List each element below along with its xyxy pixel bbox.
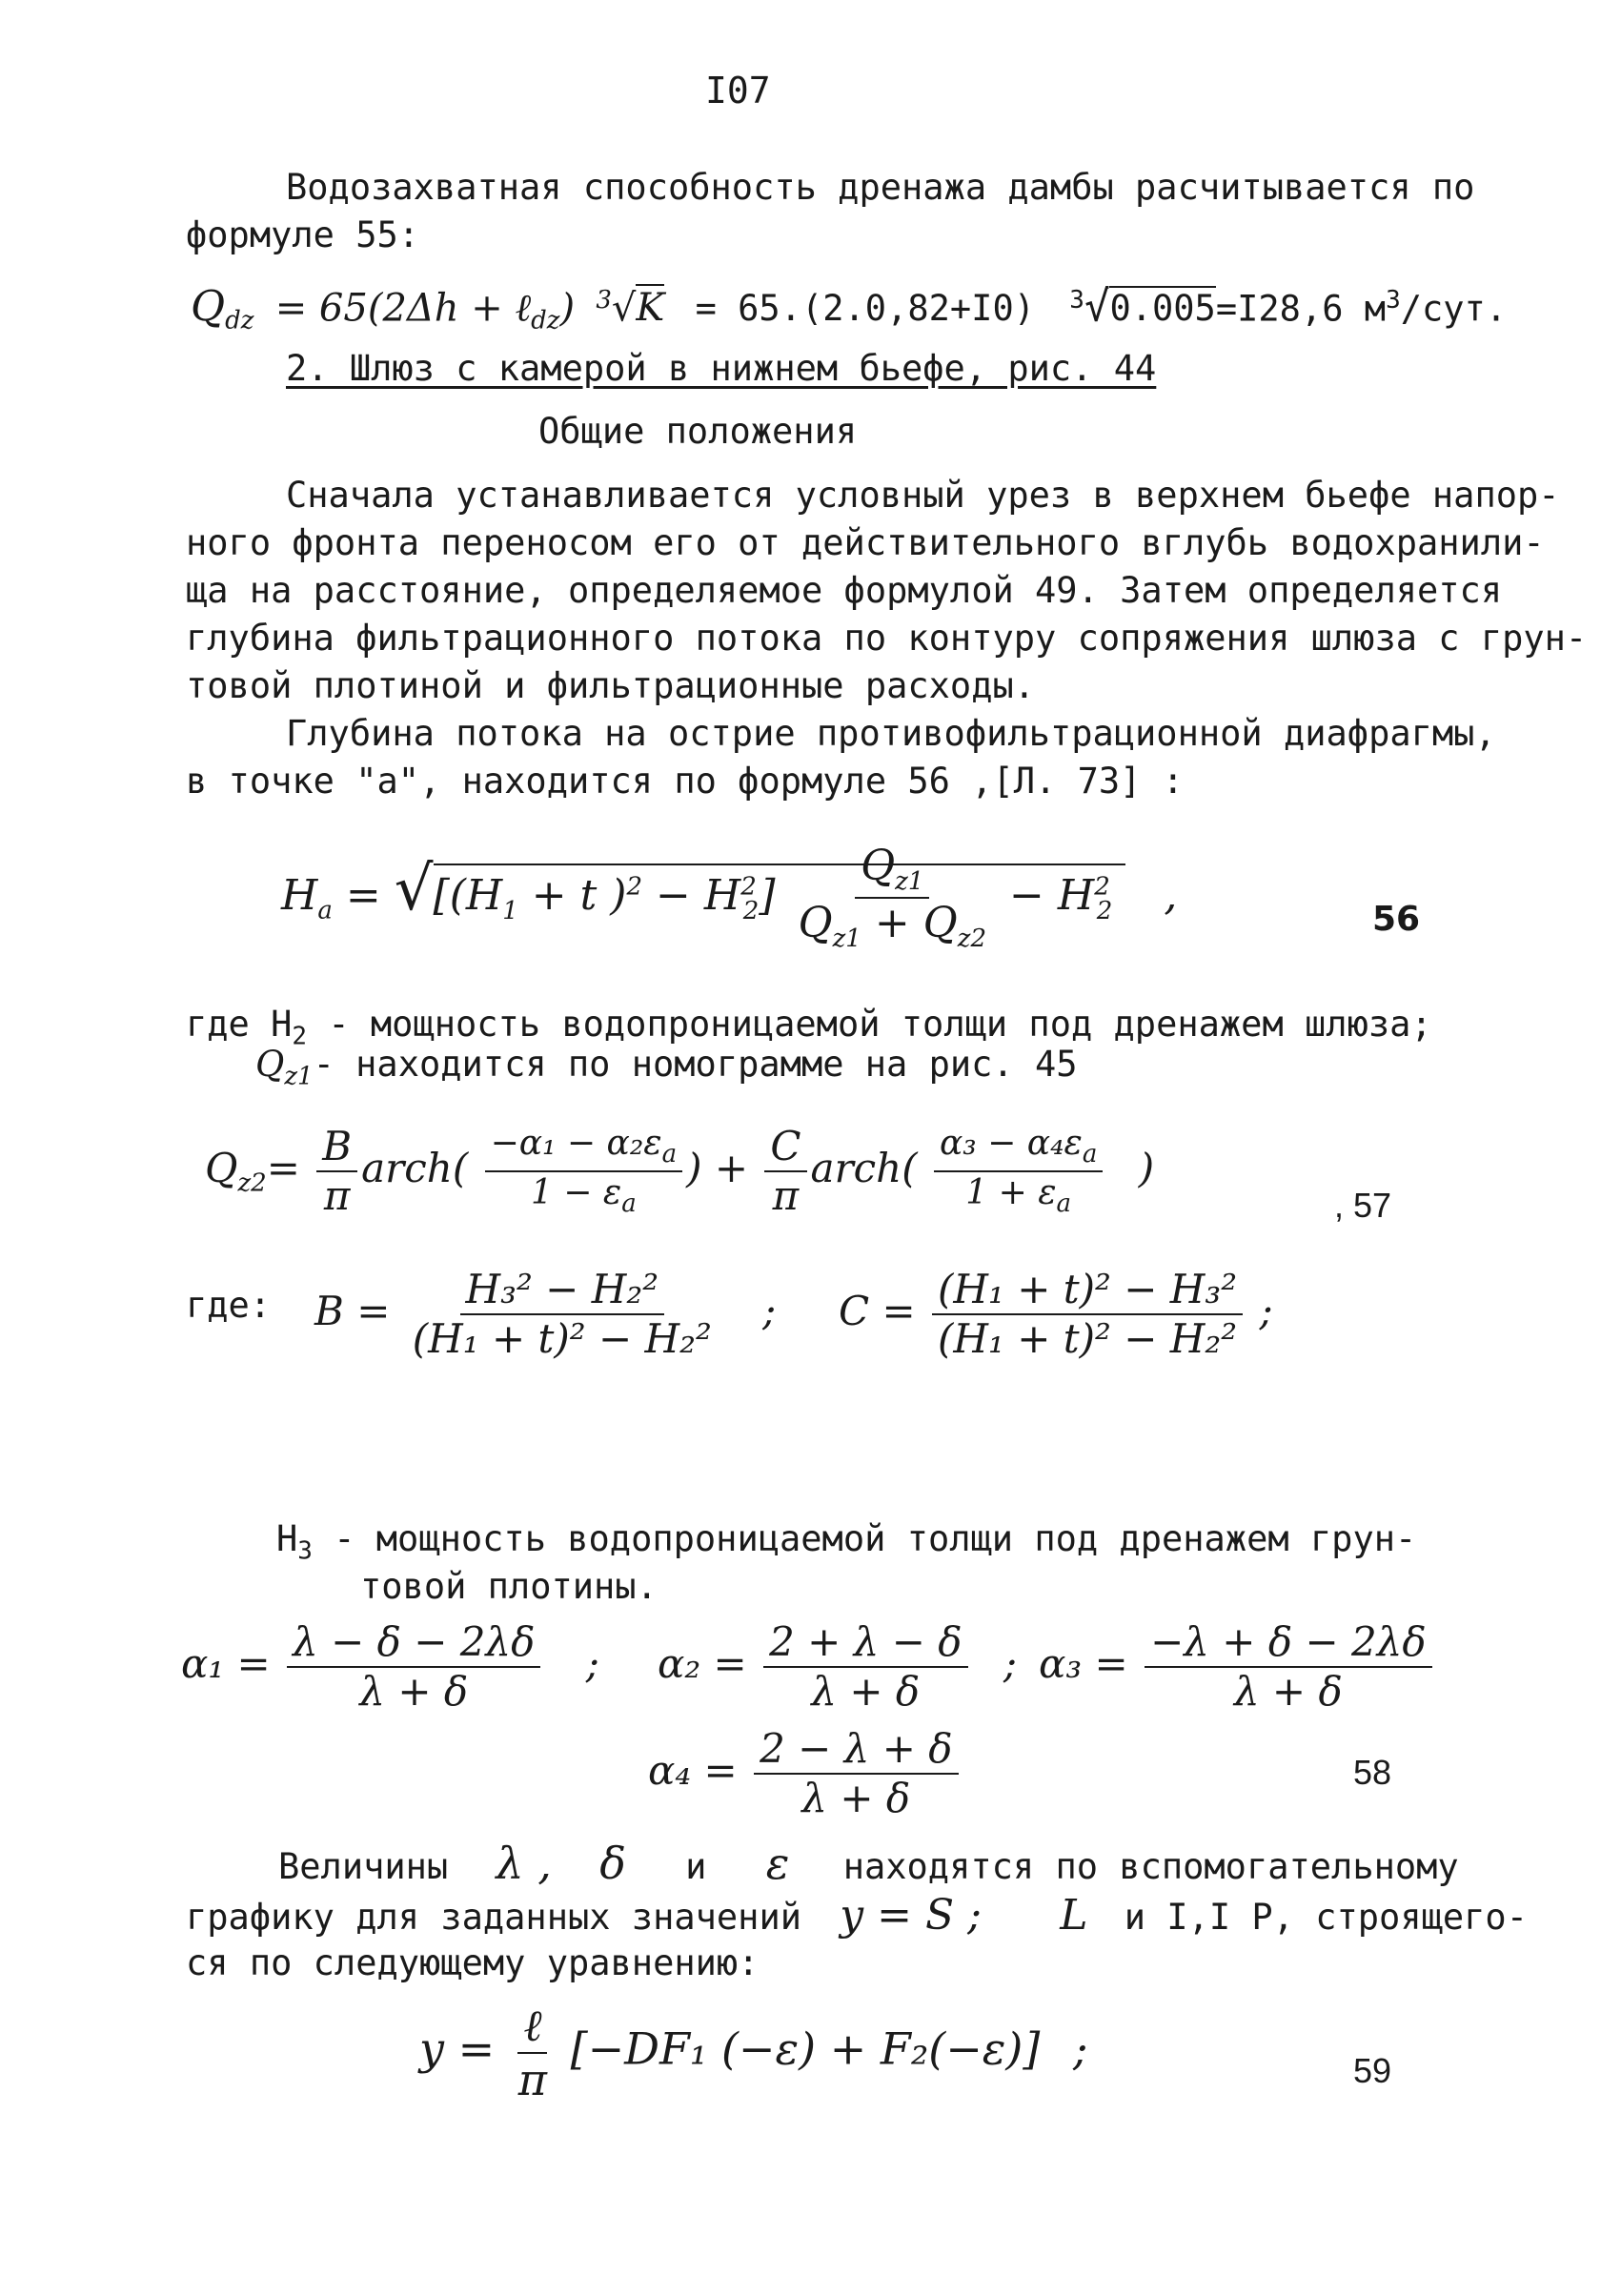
formula-58-label: 58 — [1353, 1753, 1392, 1792]
formula-57-eq: = — [266, 1145, 300, 1192]
formula-57-close: ) — [1138, 1145, 1155, 1192]
formula-55-numeric-root-index: 3 — [1069, 286, 1084, 315]
formula-56: $H_a = √[(H_1 + t$ )$^2 - H^2_2$] $\frac{Q_{z1}}{Q_{z1} + Q_{z2}}$ − $H^2_2$ , — [281, 842, 1178, 954]
paragraph-3-delta: δ — [599, 1838, 626, 1889]
formula-58-a3-den: λ + δ — [1233, 1668, 1343, 1716]
formula-b — [314, 1268, 776, 1361]
where-qz1-sub: z1 — [284, 1062, 314, 1091]
formula-56-inner-mid: + t ) — [517, 870, 627, 920]
formula-56-inner-minus: − H — [642, 870, 741, 920]
h3-def-line-2: товой плотины. — [360, 1566, 658, 1607]
h3-def-sub: 3 — [297, 1536, 313, 1566]
paragraph-3-and: и — [685, 1846, 707, 1887]
formula-55-root-index: 3 — [596, 286, 612, 315]
formula-57-f3-num: C — [764, 1125, 806, 1172]
formula-57-f4-den-sub: a — [1056, 1189, 1072, 1219]
formula-56-inner-right: ] — [759, 870, 776, 920]
formula-58-a2-den: λ + δ — [811, 1668, 921, 1716]
formula-56-inner-mid-sup: 2 — [626, 872, 643, 902]
formula-c-num: (H₁ + t)² − H₃² — [932, 1268, 1243, 1315]
formula-56-frac-den-sub1: z1 — [832, 924, 861, 954]
formula-55-lhs: Q — [191, 282, 226, 332]
formula-58-alpha1 — [181, 1620, 599, 1714]
formula-58-a2-num: 2 + λ − δ — [763, 1620, 967, 1668]
paragraph-3-epsilon: ε — [765, 1838, 790, 1889]
formula-56-inner-minus-sup: 2 — [740, 872, 757, 902]
formula-56-label: 56 — [1372, 900, 1421, 939]
formula-55-numeric-root-arg: 0.005 — [1109, 288, 1216, 330]
formula-59-end: ; — [1072, 2022, 1088, 2075]
formula-58-alpha3 — [1039, 1620, 1436, 1714]
formula-56-frac-num-sub: z1 — [895, 866, 924, 896]
formula-b-lhs: B = — [314, 1288, 391, 1335]
formula-56-comma: , — [1164, 870, 1178, 920]
formula-58-a1-num: λ − δ − 2λδ — [287, 1620, 540, 1668]
formula-57-label: , 57 — [1334, 1186, 1392, 1225]
formula-57-f1-num: B — [316, 1125, 357, 1172]
formula-55-result-sup: 3 — [1386, 286, 1401, 315]
paragraph-3-lambda: λ , — [496, 1838, 552, 1889]
paragraph-3-w1: Величины — [278, 1846, 449, 1887]
formula-58-a3-lhs: α₃ = — [1039, 1640, 1128, 1688]
formula-55-result-unit: /сут. — [1400, 288, 1508, 330]
formula-58-a4-num: 2 − λ + δ — [754, 1727, 958, 1775]
formula-55-numeric: = 65.(2.0,82+I0) — [695, 288, 1036, 330]
paragraph-3-line2-s: y = S ; — [840, 1891, 982, 1940]
subheading: Общие положения — [538, 411, 858, 452]
formula-57-f1-den: π — [323, 1172, 351, 1220]
formula-55-expr-sub: dz — [531, 306, 560, 335]
formula-56-tail-sup: 2 — [1094, 872, 1110, 902]
formula-58-a1-den: λ + δ — [359, 1668, 469, 1716]
formula-b-den: (H₁ + t)² − H₂² — [412, 1315, 712, 1363]
formula-56-inner-left: [(H — [433, 870, 503, 920]
h3-def-text-1: - мощность водопроницаемой толщи под дренажем грун- — [312, 1518, 1417, 1559]
formula-b-num: H₃² − H₂² — [460, 1268, 665, 1315]
formula-58-a4-lhs: α₄ = — [648, 1747, 738, 1795]
formula-58-alpha2 — [658, 1620, 1017, 1714]
formula-56-fraction — [793, 843, 993, 953]
formula-57-f2-num-sub: a — [661, 1140, 678, 1169]
formula-57-arch1: arch( — [361, 1145, 469, 1192]
formula-57-f2-num: −α₁ − α₂ε — [490, 1124, 662, 1164]
formula-59-num: ℓ — [517, 2001, 547, 2054]
formula-58-a2-lhs: α₂ = — [658, 1640, 747, 1688]
where-qz1-text: - находится по номограмме на рис. 45 — [313, 1044, 1078, 1085]
formula-56-frac-den-plus: + Q — [861, 899, 958, 948]
where-h2-prefix: где H — [186, 1004, 293, 1045]
formula-c-end: ; — [1259, 1288, 1273, 1335]
formula-c-lhs: C = — [839, 1288, 916, 1335]
where-qz1-line — [255, 1041, 1078, 1100]
paragraph-3-w3: находятся по вспомогательному — [842, 1846, 1459, 1887]
paragraph-3-line2-b: и I,I P, строящего- — [1124, 1897, 1528, 1938]
formula-57-f4-den: 1 + ε — [965, 1173, 1057, 1213]
formula-55-lhs-sub: dz — [225, 306, 254, 335]
formula-57-f4-num: α₃ − α₄ε — [939, 1124, 1083, 1164]
formula-59-label: 59 — [1353, 2051, 1392, 2090]
formula-56-tail: − H — [1009, 870, 1095, 920]
formula-58-sep1: ; — [585, 1640, 599, 1688]
formula-59-den: π — [517, 2053, 548, 2105]
paragraph-3-line2-l: L — [1060, 1891, 1088, 1940]
formula-57-f4-num-sub: a — [1082, 1140, 1098, 1169]
formula-56-lhs-sub: a — [317, 896, 333, 925]
formula-57-f2-den-sub: a — [621, 1189, 637, 1219]
where-bc-prefix: где: — [186, 1285, 272, 1326]
h3-def-prefix: H — [276, 1518, 298, 1559]
formula-56-inner-left-sub: 1 — [502, 896, 518, 925]
formula-56-lhs: H — [281, 870, 318, 920]
where-h2-text: - мощность водопроницаемой толщи под дренажем шлюза; — [307, 1004, 1432, 1045]
formula-58-a1-lhs: α₁ = — [181, 1640, 271, 1688]
where-qz1-symbol: Q — [255, 1044, 285, 1085]
formula-58-alpha4 — [648, 1727, 962, 1820]
formula-57-lhs-sub: z2 — [237, 1168, 267, 1198]
formula-c — [839, 1268, 1273, 1361]
formula-56-frac-den: Q — [798, 899, 833, 948]
formula-58-sep2: ; — [1003, 1640, 1018, 1688]
formula-55: $Q_{dz} = 65(2\Delta h$ + ℓ$_{dz}$) $^3$√K = 65.(2.0,82+I0) $^3$√0.005=I28,6 $м^3$/сут. — [191, 282, 1508, 335]
paragraph-3-line-3: ся по следующему уравнению: — [186, 1942, 760, 1983]
formula-55-result: =I28,6 м — [1215, 288, 1387, 330]
intro-line-1: Водозахватная способность дренажа дамбы расчитывается по — [286, 167, 1475, 208]
formula-b-sep: ; — [762, 1288, 777, 1335]
formula-58-a3-num: −λ + δ − 2λδ — [1145, 1620, 1432, 1668]
formula-57-arch2: arch( — [810, 1145, 918, 1192]
formula-56-frac-num: Q — [861, 842, 896, 890]
formula-57-lhs: Q — [205, 1145, 238, 1192]
paragraph-1-line-1: Сначала устанавливается условный урез в верхнем бьефе напор- — [286, 475, 1560, 516]
paragraph-3-line-1 — [278, 1839, 1459, 1891]
formula-56-frac-den-sub2: z2 — [957, 924, 986, 954]
formula-55-root-arg: K — [636, 286, 665, 331]
formula-56-inner-minus-sub: 2 — [742, 896, 760, 925]
paragraph-3-line-2 — [186, 1892, 1528, 1941]
paragraph-1-line-2: ного фронта переносом его от действительного вглубь водохранили- — [186, 522, 1545, 563]
formula-59-lhs: y = — [419, 2022, 496, 2075]
formula-57-plus: ) + — [686, 1145, 749, 1192]
formula-59 — [419, 2001, 1087, 2103]
intro-line-2: формуле 55: — [186, 214, 420, 255]
paragraph-2-line-2: в точке "а", находится по формуле 56 ,[Л. 73] : — [186, 761, 1184, 802]
paragraph-1-line-5: товой плотиной и фильтрационные расходы. — [186, 665, 1036, 706]
paragraph-3-line2-a: графику для заданных значений — [186, 1897, 802, 1938]
formula-57-f2-den: 1 − ε — [530, 1173, 622, 1213]
formula-57-f3-den: π — [772, 1172, 800, 1220]
formula-56-tail-sub: 2 — [1096, 896, 1113, 925]
page-number: I07 — [705, 70, 771, 112]
paragraph-2-line-1: Глубина потока на острие противофильтрационной диафрагмы, — [286, 713, 1496, 754]
formula-57 — [205, 1125, 1154, 1218]
paragraph-1-line-4: глубина фильтрационного потока по контуру сопряжения шлюза с грун- — [186, 618, 1588, 659]
formula-c-den: (H₁ + t)² − H₂² — [938, 1315, 1238, 1363]
formula-59-body: [−DF₁ (−ε) + F₂(−ε)] — [570, 2022, 1041, 2075]
section-heading: 2. Шлюз с камерой в нижнем бьефе, рис. 44 — [286, 348, 1157, 389]
formula-55-expr: = 65(2Δh + ℓ — [274, 286, 532, 331]
paragraph-1-line-3: ща на расстояние, определяемое формулой 49. Затем определяется — [186, 570, 1503, 611]
where-h2-sub: 2 — [292, 1022, 308, 1051]
formula-58-a4-den: λ + δ — [801, 1775, 911, 1822]
